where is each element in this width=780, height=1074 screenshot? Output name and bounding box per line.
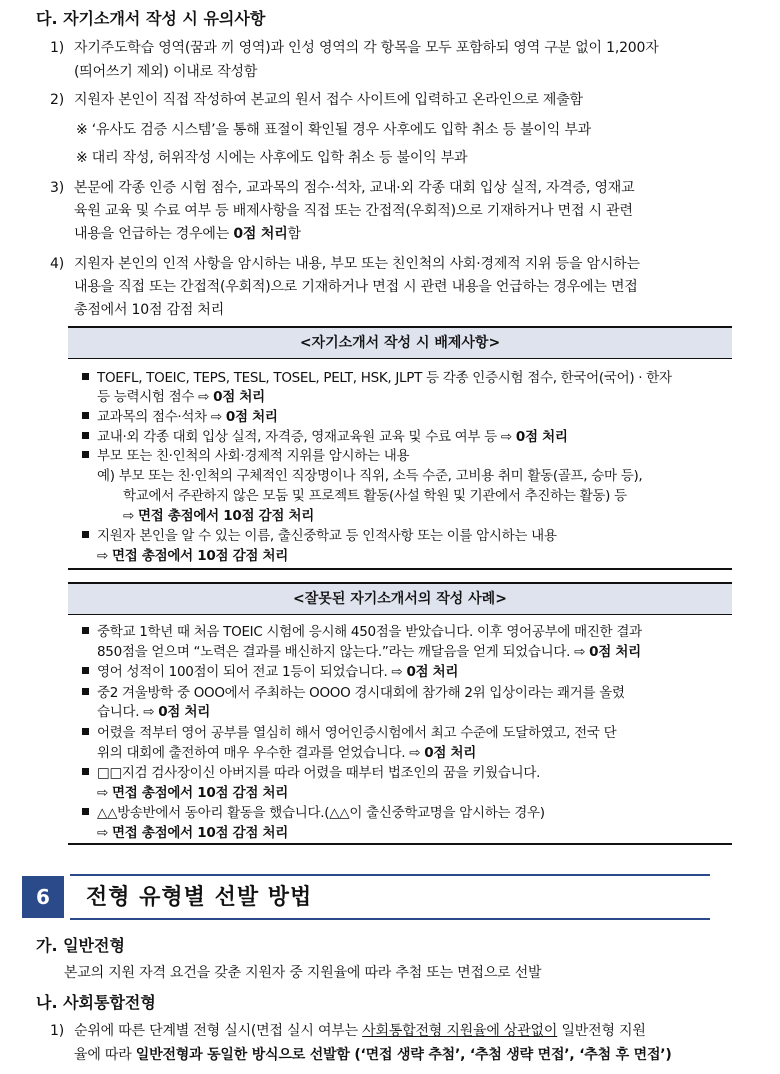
item-3-line-1: 3) 본문에 각종 인증 시험 점수, 교과목의 점수·석차, 교내·외 각종 대회 입상 실적, 자격증, 영재교 xyxy=(50,180,635,196)
box2-case-4-line-2: 위의 대회에 출전하여 매우 우수한 결과를 얻었습니다. ⇨ 0점 처리 xyxy=(97,745,476,761)
subheading-na: 나. 사회통합전형 xyxy=(36,993,156,1012)
section-6-top-rule xyxy=(70,874,710,876)
item-1-line-2: (띄어쓰기 제외) 이내로 작성함 xyxy=(74,64,258,80)
bullet-square-icon xyxy=(82,531,89,538)
box1-example-line-1: 예) 부모 또는 친·인척의 구체적인 직장명이나 직위, 소득 수준, 고비용 취미 활동(골프, 승마 등), xyxy=(97,468,643,484)
box1-title-rule xyxy=(68,358,732,359)
item-2-note-1: ※ ‘유사도 검증 시스템’을 통해 표절이 확인될 경우 사후에도 입학 취소 등 불이익 부과 xyxy=(76,122,591,138)
box1-bottom-rule xyxy=(68,568,732,570)
item-4-line-3: 총점에서 10점 감점 처리 xyxy=(74,302,225,318)
subheading-ga: 가. 일반전형 xyxy=(36,936,125,955)
bullet-square-icon xyxy=(82,412,89,419)
item-1-line-1: 1) 자기주도학습 영역(꿈과 끼 영역)과 인성 영역의 각 항목을 모두 포함하되 영역 구분 없이 1,200자 xyxy=(50,40,659,56)
box1-example-line-2: 학교에서 주관하지 않은 모둠 및 프로젝트 활동(사설 학원 및 기관에서 추진하는 활동) 등 xyxy=(123,488,627,504)
box2-title: <잘못된 자기소개서의 작성 사례> xyxy=(68,584,732,614)
bullet-square-icon xyxy=(82,808,89,815)
item-2-line-1: 2) 지원자 본인이 직접 작성하여 본교의 원서 접수 사이트에 입력하고 온라인으로 제출함 xyxy=(50,92,583,108)
box2-case-1-line-2: 850점을 얻으며 “노력은 결과를 배신하지 않는다.”라는 깨달음을 얻게 되었습니다. ⇨ 0점 처리 xyxy=(97,644,641,660)
box2-case-2: 영어 성적이 100점이 되어 전교 1등이 되었습니다. ⇨ 0점 처리 xyxy=(82,660,458,680)
bullet-square-icon xyxy=(82,667,89,674)
box1-example-line-3: ⇨ 면접 총점에서 10점 감점 처리 xyxy=(123,508,314,524)
box2-case-3: 중2 겨울방학 중 OOO에서 주최하는 OOOO 경시대회에 참가해 2위 입상이라는 쾌거를 올렸 xyxy=(82,681,625,701)
bullet-square-icon xyxy=(82,728,89,735)
box1-bullet-5-line-2: ⇨ 면접 총점에서 10점 감점 처리 xyxy=(97,548,288,564)
item-4-line-2: 내용을 직접 또는 간접적(우회적)으로 기재하거나 면접 시 관련 내용을 언급하는 경우에는 면접 xyxy=(74,279,638,295)
section-6-title: 전형 유형별 선발 방법 xyxy=(86,885,313,910)
item-3-line-3: 내용을 언급하는 경우에는 0점 처리함 xyxy=(74,226,301,242)
na-item-1-line-2: 율에 따라 일반전형과 동일한 방식으로 선발함 (‘면접 생략 추첨’, ‘추첨 생략 면접’, ‘추첨 후 면접’) xyxy=(74,1047,672,1063)
item-4-line-1: 4) 지원자 본인의 인적 사항을 암시하는 내용, 부모 또는 친인척의 사회·경제적 지위 등을 암시하는 xyxy=(50,256,640,272)
box2-case-5: □□지검 검사장이신 아버지를 따라 어렸을 때부터 법조인의 꿈을 키웠습니다. xyxy=(82,761,540,781)
box2-case-6-line-2: ⇨ 면접 총점에서 10점 감점 처리 xyxy=(97,825,288,841)
box1-title: <자기소개서 작성 시 배제사항> xyxy=(68,328,732,358)
box2-bottom-rule xyxy=(68,843,732,845)
section-6-bottom-rule xyxy=(70,918,710,920)
bullet-square-icon xyxy=(82,373,89,380)
box2-case-1: 중학교 1학년 때 처음 TOEIC 시험에 응시해 450점을 받았습니다. 이후 영어공부에 매진한 결과 xyxy=(82,620,642,640)
bullet-square-icon xyxy=(82,627,89,634)
box2-case-5-line-2: ⇨ 면접 총점에서 10점 감점 처리 xyxy=(97,785,288,801)
section-heading: 다. 자기소개서 작성 시 유의사항 xyxy=(36,9,266,28)
box1-bullet-5: 지원자 본인을 알 수 있는 이름, 출신중학교 등 인적사항 또는 이를 암시하는 내용 xyxy=(82,524,557,544)
box2-title-rule xyxy=(68,614,732,615)
item-3-line-2: 육원 교육 및 수료 여부 등 배제사항을 직접 또는 간접적(우회적)으로 기재하거나 면접 시 관련 xyxy=(74,203,633,219)
box1-bullet-2: 교과목의 점수·석차 ⇨ 0점 처리 xyxy=(82,405,278,425)
bullet-square-icon xyxy=(82,768,89,775)
box2-case-4: 어렸을 적부터 영어 공부를 열심히 해서 영어인증시험에서 최고 수준에 도달하였고, 전국 단 xyxy=(82,721,616,741)
box1-bullet-3: 교내·외 각종 대회 입상 실적, 자격증, 영재교육원 교육 및 수료 여부 등 ⇨ 0점 처리 xyxy=(82,425,568,445)
item-2-note-2: ※ 대리 작성, 허위작성 시에는 사후에도 입학 취소 등 불이익 부과 xyxy=(76,150,468,166)
box1-bullet-1-line-2: 등 능력시험 점수 ⇨ 0점 처리 xyxy=(97,389,265,405)
ga-text: 본교의 지원 자격 요건을 갖춘 지원자 중 지원율에 따라 추첨 또는 면접으로 선발 xyxy=(64,965,542,981)
bullet-square-icon xyxy=(82,451,89,458)
bullet-square-icon xyxy=(82,432,89,439)
section-number-badge: 6 xyxy=(22,876,64,918)
box2-case-6: △△방송반에서 동아리 활동을 했습니다.(△△이 출신중학교명을 암시하는 경우) xyxy=(82,801,545,821)
box1-bullet-4: 부모 또는 친·인척의 사회·경제적 지위를 암시하는 내용 xyxy=(82,444,409,464)
bullet-square-icon xyxy=(82,688,89,695)
box1-bullet-1: TOEFL, TOEIC, TEPS, TESL, TOSEL, PELT, HSK, JLPT 등 각종 인증시험 점수, 한국어(국어) · 한자 xyxy=(82,366,672,386)
box2-case-3-line-2: 습니다. ⇨ 0점 처리 xyxy=(97,704,210,720)
na-item-1-line-1: 1) 순위에 따른 단계별 전형 실시(면접 실시 여부는 사회통합전형 지원율에 상관없이 일반전형 지원 xyxy=(50,1023,646,1039)
